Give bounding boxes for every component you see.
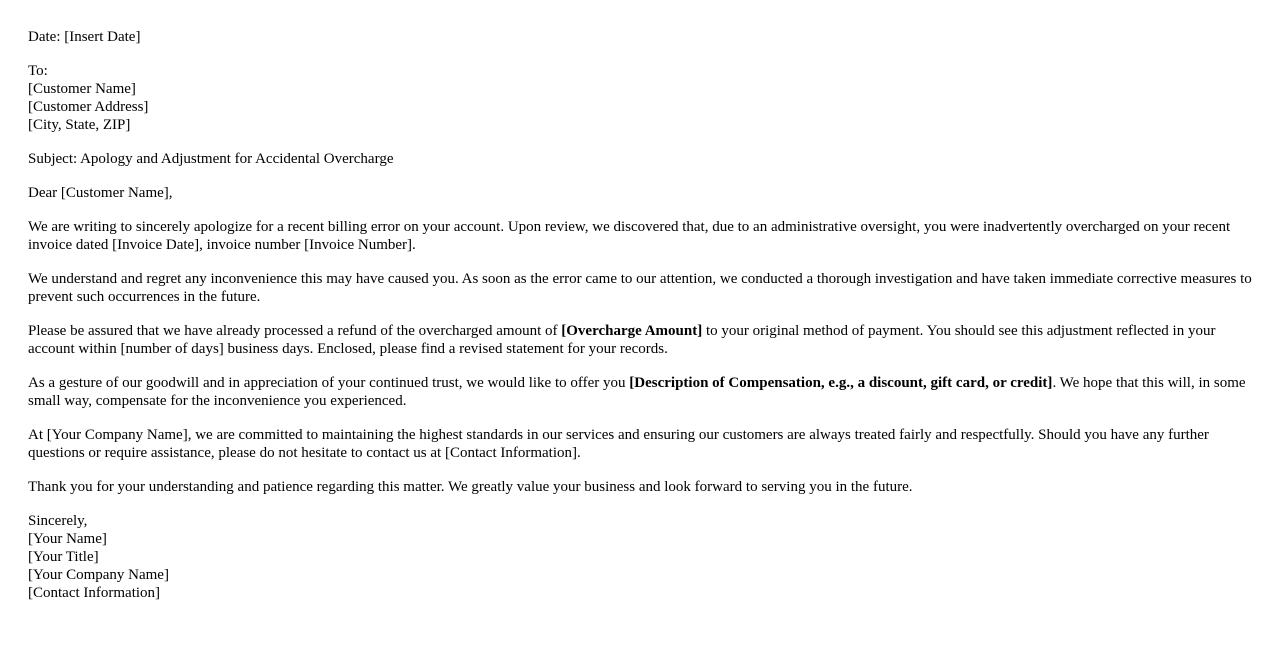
closing-block [28, 512, 1253, 602]
salutation: Dear [Customer Name], [28, 185, 173, 201]
recipient-block [28, 62, 1253, 134]
compensation-text-before: As a gesture of our goodwill and in appreciation of your continued trust, we would like to offer you [28, 375, 630, 391]
date-line: Date: [Insert Date] [28, 29, 141, 45]
paragraph-apology: We are writing to sincerely apologize for a recent billing error on your account. Upon review, we discovered that, due to an administrative oversight, you were inadvertently overcharged on your recent invoice dated [Invoice Date], invoice number [Invoice Number]. [28, 219, 1231, 253]
subject-line: Subject: Apology and Adjustment for Accidental Overcharge [28, 151, 394, 167]
sender-contact: [Contact Information] [28, 585, 161, 601]
recipient-address: [Customer Address] [28, 99, 149, 115]
compensation-text-after: . We hope that this will, in some small way, compensate for the inconvenience you experienced. [28, 375, 1246, 409]
refund-text-before: Please be assured that we have already processed a refund of the overcharged amount of [28, 323, 562, 339]
paragraph-commitment: At [Your Company Name], we are committed to maintaining the highest standards in our services and ensuring our customers are always treated fairly and respectfully. Should you have any further questions or require assistance, please do not hesitate to contact us at [Contact Information]. [28, 427, 1209, 461]
letter-document [28, 28, 1253, 618]
to-label: To: [28, 63, 48, 79]
refund-text-after: to your original method of payment. You should see this adjustment reflected in your account within [number of days] business days. Enclosed, please find a revised statement for your records. [28, 323, 1216, 357]
recipient-name: [Customer Name] [28, 81, 136, 97]
paragraph-refund [28, 322, 1253, 358]
sender-company: [Your Company Name] [28, 567, 169, 583]
sender-title: [Your Title] [28, 549, 99, 565]
paragraph-compensation [28, 374, 1253, 410]
compensation-description: [Description of Compensation, e.g., a discount, gift card, or credit] [629, 375, 1053, 391]
sender-name: [Your Name] [28, 531, 107, 547]
overcharge-amount: [Overcharge Amount] [561, 323, 703, 339]
recipient-city-state-zip: [City, State, ZIP] [28, 117, 131, 133]
valediction: Sincerely, [28, 513, 88, 529]
paragraph-thanks: Thank you for your understanding and patience regarding this matter. We greatly value your business and look forward to serving you in the future. [28, 479, 913, 495]
paragraph-regret: We understand and regret any inconvenience this may have caused you. As soon as the error came to our attention, we conducted a thorough investigation and have taken immediate corrective measures to prevent such occurrences in the future. [28, 271, 1252, 305]
